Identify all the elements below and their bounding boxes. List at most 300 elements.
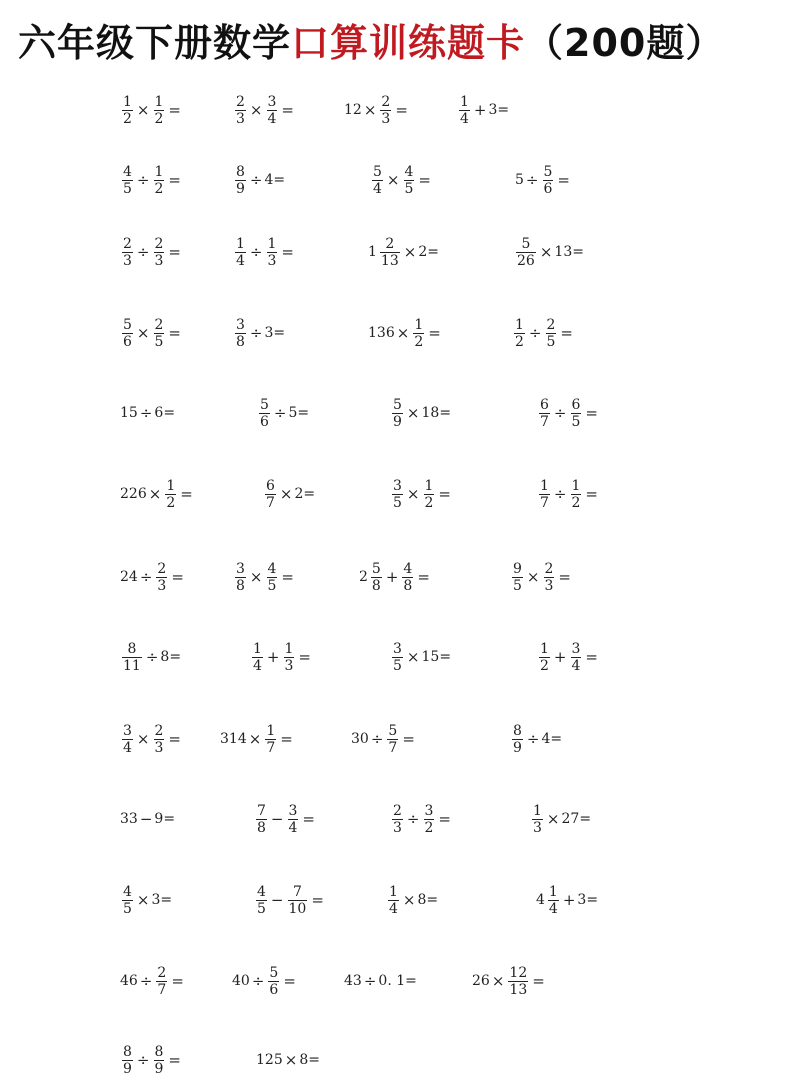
fraction-term	[512, 317, 527, 350]
fraction-term	[530, 803, 545, 836]
operator: ÷	[139, 568, 153, 586]
mixed-number-whole: 1	[368, 244, 377, 260]
fraction	[387, 723, 398, 756]
problem-item	[537, 632, 600, 682]
fraction-term	[233, 94, 248, 127]
operator: =	[168, 730, 181, 748]
fraction	[512, 561, 523, 594]
operator: =	[585, 648, 598, 666]
problem-item	[120, 469, 195, 519]
fraction-term	[506, 965, 530, 998]
denominator: 3	[154, 252, 164, 269]
problem-item	[537, 469, 600, 519]
operator: ×	[136, 730, 150, 748]
denominator: 8	[371, 577, 381, 594]
fraction	[165, 478, 176, 511]
numerator: 1	[548, 883, 558, 900]
fraction	[508, 965, 528, 998]
numerator: 1	[389, 883, 398, 900]
numerator: 5	[269, 964, 279, 981]
fraction-term	[120, 723, 135, 756]
operator: +	[385, 568, 399, 586]
numerator: 3	[236, 560, 245, 577]
operator: ÷	[528, 324, 542, 342]
operator: ÷	[406, 810, 420, 828]
fraction-term	[537, 397, 552, 430]
number-text: 5	[515, 172, 524, 188]
operator: =	[418, 171, 431, 189]
operator: −	[270, 891, 284, 909]
denominator: 2	[515, 333, 524, 350]
fraction-term	[286, 803, 301, 836]
numerator: 2	[154, 722, 164, 739]
fraction	[392, 397, 403, 430]
fraction-term	[537, 478, 552, 511]
fraction	[512, 723, 523, 756]
problem-item	[232, 956, 298, 1006]
operator: ÷	[363, 972, 377, 990]
numerator: 5	[521, 235, 531, 252]
problem-item	[120, 875, 172, 925]
problem-item	[233, 552, 296, 602]
problem-item	[359, 552, 432, 602]
operator: =	[168, 171, 181, 189]
problem-item	[457, 85, 509, 135]
numerator: 4	[257, 883, 266, 900]
denominator: 5	[123, 180, 132, 197]
fraction	[380, 94, 391, 127]
mixed-number-whole: 2	[359, 569, 368, 585]
problem-item	[536, 875, 598, 925]
operator: ×	[396, 324, 410, 342]
denominator: 2	[123, 110, 132, 127]
fraction	[288, 884, 308, 917]
fraction	[459, 94, 470, 127]
fraction	[539, 641, 550, 674]
numerator: 2	[154, 235, 164, 252]
fraction	[532, 803, 543, 836]
numerator: 3	[571, 640, 581, 657]
denominator: 3	[533, 819, 542, 836]
numerator: 2	[381, 93, 391, 110]
numerator: 3	[123, 722, 132, 739]
numerator: 4	[404, 163, 414, 180]
operator: ×	[406, 485, 420, 503]
operator: ×	[279, 485, 293, 503]
fraction-term	[120, 317, 135, 350]
numerator: 1	[424, 477, 434, 494]
problem-item	[515, 155, 572, 205]
numerator: 1	[154, 163, 164, 180]
fraction-term	[378, 94, 393, 127]
problem-item	[233, 155, 285, 205]
problem-item	[512, 308, 575, 358]
fraction-term	[233, 164, 248, 197]
operator: =	[417, 568, 430, 586]
number-text: 3=	[264, 325, 286, 341]
fraction-term	[400, 561, 415, 594]
fraction	[402, 561, 413, 594]
denominator: 8	[236, 333, 245, 350]
problem-item	[344, 956, 417, 1006]
problem-item	[254, 794, 317, 844]
problem-item	[351, 714, 417, 764]
denominator: 3	[123, 252, 132, 269]
numerator: 1	[540, 640, 549, 657]
operator: ×	[148, 485, 162, 503]
denominator: 9	[393, 413, 402, 430]
fraction-term	[370, 164, 385, 197]
operator: =	[395, 101, 408, 119]
denominator: 9	[513, 739, 522, 756]
operator: =	[168, 101, 181, 119]
operator: =	[283, 972, 296, 990]
number-text: 5=	[288, 405, 310, 421]
fraction	[388, 884, 399, 917]
fraction	[235, 164, 246, 197]
fraction	[265, 478, 276, 511]
denominator: 4	[123, 739, 132, 756]
fraction	[392, 803, 403, 836]
numerator: 1	[515, 316, 524, 333]
numerator: 3	[424, 802, 434, 819]
fraction-term	[544, 317, 559, 350]
numerator: 5	[123, 316, 132, 333]
fraction-term	[286, 884, 310, 917]
fraction-term	[254, 803, 269, 836]
problem-item	[250, 632, 313, 682]
operator: ×	[248, 730, 262, 748]
numerator: 4	[123, 883, 132, 900]
problem-item	[510, 714, 562, 764]
fraction-term	[163, 478, 178, 511]
fraction	[268, 965, 279, 998]
fraction-term	[510, 561, 525, 594]
fraction-term	[265, 94, 280, 127]
fraction	[154, 164, 165, 197]
fraction	[122, 723, 133, 756]
problem-item	[120, 1035, 183, 1085]
fraction-term	[233, 317, 248, 350]
number-text: 24	[120, 569, 138, 585]
numerator: 1	[533, 802, 542, 819]
numerator: 5	[543, 163, 553, 180]
fraction-term	[510, 723, 525, 756]
operator: =	[560, 324, 573, 342]
fraction-term	[120, 164, 135, 197]
operator: ÷	[139, 972, 153, 990]
numerator: 3	[288, 802, 298, 819]
operator: ÷	[145, 648, 159, 666]
fraction-term	[154, 965, 169, 998]
denominator: 4	[236, 252, 245, 269]
number-text: 3=	[577, 892, 599, 908]
fraction-term	[422, 803, 437, 836]
number-text: 40	[232, 973, 250, 989]
problem-item	[370, 155, 433, 205]
operator: =	[311, 891, 324, 909]
problem-item	[472, 956, 547, 1006]
operator: =	[532, 972, 545, 990]
fraction	[516, 236, 536, 269]
denominator: 4	[267, 110, 277, 127]
fraction	[122, 164, 133, 197]
number-text: 2=	[294, 486, 316, 502]
title-grade: 六年级下册数学	[18, 21, 292, 65]
denominator: 3	[157, 577, 167, 594]
denominator: 5	[257, 900, 266, 917]
problem-item	[120, 155, 183, 205]
operator: ÷	[251, 972, 265, 990]
denominator: 5	[154, 333, 164, 350]
operator: ×	[491, 972, 505, 990]
fraction-term	[120, 641, 144, 674]
problem-item	[390, 388, 451, 438]
denominator: 4	[548, 900, 558, 917]
denominator: 5	[513, 577, 522, 594]
number-text: 3=	[488, 102, 510, 118]
fraction	[392, 641, 403, 674]
fraction-term	[152, 164, 167, 197]
fraction-term	[152, 94, 167, 127]
number-text: 0. 1=	[378, 973, 417, 989]
problem-item	[530, 794, 591, 844]
number-text: 4=	[541, 731, 563, 747]
number-text: 15	[120, 405, 138, 421]
fraction-term	[233, 236, 248, 269]
fraction-term	[263, 478, 278, 511]
fraction	[546, 317, 557, 350]
operator: =	[438, 485, 451, 503]
fraction-term	[254, 884, 269, 917]
problem-item	[120, 227, 183, 277]
numerator: 1	[266, 722, 276, 739]
numerator: 2	[236, 93, 245, 110]
fraction-term	[250, 641, 265, 674]
numerator: 2	[393, 802, 402, 819]
numerator: 7	[257, 802, 266, 819]
operator: ×	[136, 324, 150, 342]
numerator: 3	[393, 640, 402, 657]
denominator: 3	[284, 657, 294, 674]
operator: ×	[249, 568, 263, 586]
number-text: 125	[256, 1052, 283, 1068]
numerator: 2	[157, 964, 167, 981]
operator: −	[270, 810, 284, 828]
fraction-term	[536, 884, 561, 917]
fraction	[154, 94, 165, 127]
denominator: 7	[266, 494, 275, 511]
fraction	[514, 317, 525, 350]
numerator: 2	[154, 316, 164, 333]
numerator: 8	[123, 1043, 132, 1060]
denominator: 9	[123, 1060, 132, 1077]
problem-item	[120, 794, 175, 844]
operator: =	[558, 568, 571, 586]
operator: ÷	[249, 171, 263, 189]
fraction	[267, 561, 278, 594]
number-text: 33	[120, 811, 138, 827]
numerator: 4	[403, 560, 413, 577]
denominator: 2	[154, 180, 164, 197]
fraction-term	[282, 641, 297, 674]
number-text: 8=	[160, 649, 182, 665]
operator: =	[171, 972, 184, 990]
denominator: 4	[373, 180, 382, 197]
number-text: 6=	[154, 405, 176, 421]
problem-item	[120, 714, 183, 764]
problem-item	[233, 227, 296, 277]
number-text: 46	[120, 973, 138, 989]
operator: ÷	[273, 404, 287, 422]
denominator: 4	[288, 819, 298, 836]
fraction	[156, 561, 167, 594]
fraction-term	[390, 478, 405, 511]
denominator: 5	[546, 333, 556, 350]
fraction	[122, 236, 133, 269]
numerator: 5	[371, 560, 381, 577]
fraction	[539, 478, 550, 511]
numerator: 7	[292, 883, 302, 900]
denominator: 26	[517, 252, 535, 269]
numerator: 1	[414, 316, 424, 333]
fraction-term	[390, 803, 405, 836]
fraction-term	[152, 317, 167, 350]
numerator: 8	[513, 722, 522, 739]
problem-item	[390, 469, 453, 519]
operator: ÷	[526, 730, 540, 748]
operator: =	[438, 810, 451, 828]
numerator: 1	[236, 235, 245, 252]
numerator: 5	[388, 722, 398, 739]
mixed-number-whole: 4	[536, 892, 545, 908]
number-text: 13=	[554, 244, 584, 260]
problem-item	[344, 85, 410, 135]
problem-item	[368, 308, 443, 358]
numerator: 5	[373, 163, 382, 180]
fraction-term	[411, 317, 426, 350]
fraction-term	[386, 884, 401, 917]
fraction	[284, 641, 295, 674]
numerator: 5	[393, 396, 402, 413]
fraction	[267, 94, 278, 127]
numerator: 6	[540, 396, 549, 413]
operator: ×	[136, 891, 150, 909]
denominator: 2	[154, 110, 164, 127]
operator: +	[266, 648, 280, 666]
numerator: 2	[385, 235, 395, 252]
denominator: 10	[288, 900, 307, 917]
problem-item	[390, 632, 451, 682]
problem-item	[514, 227, 584, 277]
number-text: 9=	[154, 811, 176, 827]
problem-item	[510, 552, 573, 602]
operator: ×	[386, 171, 400, 189]
fraction-term	[263, 723, 278, 756]
numerator: 3	[267, 93, 277, 110]
fraction	[372, 164, 383, 197]
fraction	[256, 803, 267, 836]
fraction-term	[265, 236, 280, 269]
numerator: 1	[123, 93, 132, 110]
denominator: 7	[540, 494, 549, 511]
operator: ÷	[136, 243, 150, 261]
fraction-term	[152, 723, 167, 756]
operator: +	[562, 891, 576, 909]
number-text: 43	[344, 973, 362, 989]
operator: =	[302, 810, 315, 828]
fraction-term	[537, 641, 552, 674]
fraction-term	[402, 164, 417, 197]
operator: +	[553, 648, 567, 666]
denominator: 8	[236, 577, 245, 594]
denominator: 5	[267, 577, 277, 594]
fraction-term	[569, 478, 584, 511]
denominator: 2	[424, 819, 434, 836]
fraction-term	[265, 561, 280, 594]
fraction-term	[233, 561, 248, 594]
denominator: 4	[253, 657, 262, 674]
fraction-term	[457, 94, 472, 127]
operator: ÷	[553, 404, 567, 422]
fraction	[413, 317, 424, 350]
operator: =	[585, 485, 598, 503]
operator: ÷	[525, 171, 539, 189]
operator: =	[171, 568, 184, 586]
denominator: 5	[571, 413, 581, 430]
problem-item	[120, 552, 186, 602]
fraction	[256, 884, 267, 917]
problem-item	[233, 85, 296, 135]
fraction-term	[120, 884, 135, 917]
denominator: 7	[157, 981, 167, 998]
denominator: 2	[540, 657, 549, 674]
numerator: 1	[253, 640, 262, 657]
fraction-term	[514, 236, 538, 269]
denominator: 4	[460, 110, 469, 127]
fraction	[571, 641, 582, 674]
operator: ÷	[139, 404, 153, 422]
numerator: 1	[540, 477, 549, 494]
number-text: 3=	[151, 892, 173, 908]
operator: +	[473, 101, 487, 119]
problem-item	[220, 714, 295, 764]
denominator: 9	[236, 180, 245, 197]
fraction	[122, 94, 133, 127]
fraction-term	[569, 641, 584, 674]
denominator: 5	[393, 494, 402, 511]
denominator: 7	[540, 413, 549, 430]
numerator: 8	[154, 1043, 164, 1060]
fraction-term	[385, 723, 400, 756]
problem-item	[263, 469, 315, 519]
denominator: 5	[404, 180, 414, 197]
numerator: 1	[284, 640, 294, 657]
denominator: 3	[544, 577, 554, 594]
numerator: 3	[236, 316, 245, 333]
denominator: 11	[123, 657, 141, 674]
denominator: 2	[414, 333, 424, 350]
numerator: 12	[509, 964, 528, 981]
denominator: 5	[393, 657, 402, 674]
operator: ÷	[249, 324, 263, 342]
numerator: 2	[123, 235, 132, 252]
problem-item	[254, 875, 326, 925]
number-text: 136	[368, 325, 395, 341]
fraction-term	[390, 641, 405, 674]
numerator: 4	[267, 560, 277, 577]
numerator: 1	[154, 93, 164, 110]
